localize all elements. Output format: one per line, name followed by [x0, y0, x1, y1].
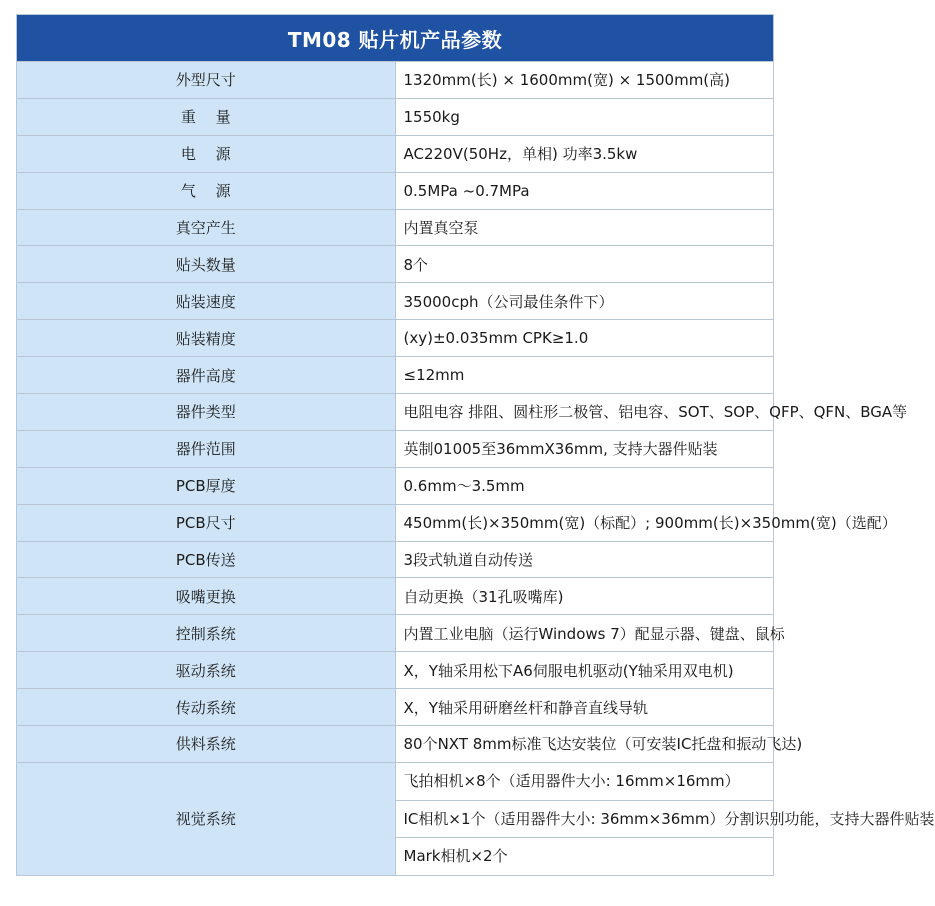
table-row [17, 172, 774, 209]
row-value: 1320mm(长) × 1600mm(宽) × 1500mm(高) [395, 62, 774, 99]
vision-line: 飞拍相机×8个（适用器件大小: 16mm×16mm） [403, 771, 740, 790]
row-label: PCB尺寸 [17, 504, 396, 541]
table-title: TM08 贴片机产品参数 [17, 15, 774, 62]
row-label: 驱动系统 [17, 652, 396, 689]
row-label: 贴头数量 [17, 246, 396, 283]
table-row [17, 357, 774, 394]
row-value: 450mm(长)×350mm(宽)（标配）; 900mm(长)×350mm(宽)（选配） [395, 504, 774, 541]
table-row [17, 98, 774, 135]
row-label: 器件高度 [17, 357, 396, 394]
row-label: 重 量 [17, 98, 396, 135]
table-row [17, 652, 774, 689]
table-row [17, 615, 774, 652]
table-row [17, 246, 774, 283]
table-row [17, 726, 774, 763]
row-label: 吸嘴更换 [17, 578, 396, 615]
row-value-vision [395, 762, 935, 875]
table-row [17, 541, 774, 578]
row-label-vision: 视觉系统 [17, 762, 396, 875]
table-row [17, 578, 774, 615]
row-label: 贴装速度 [17, 283, 396, 320]
table-row [17, 209, 774, 246]
table-row [17, 430, 774, 467]
row-label: 传动系统 [17, 689, 396, 726]
row-value: 自动更换（31孔吸嘴库) [395, 578, 774, 615]
row-value: X，Y轴采用研磨丝杆和静音直线导轨 [395, 689, 774, 726]
row-label: 气 源 [17, 172, 396, 209]
row-value: 8个 [395, 246, 774, 283]
table-row [17, 394, 774, 431]
row-value: 电阻电容 排阻、圆柱形二极管、铝电容、SOT、SOP、QFP、QFN、BGA等 [395, 394, 774, 431]
table-row [17, 320, 774, 357]
row-label: 器件范围 [17, 430, 396, 467]
row-value: 35000cph（公司最佳条件下） [395, 283, 774, 320]
row-label: 控制系统 [17, 615, 396, 652]
table-row [17, 467, 774, 504]
table-row [17, 283, 774, 320]
table-row [17, 62, 774, 99]
row-value: 英制01005至36mmX36mm, 支持大器件贴装 [395, 430, 774, 467]
row-value: 内置真空泵 [395, 209, 774, 246]
spec-table [16, 14, 935, 876]
row-label: 供料系统 [17, 726, 396, 763]
table-row [17, 135, 774, 172]
table-row [17, 689, 774, 726]
row-label: 真空产生 [17, 209, 396, 246]
table-row [17, 504, 774, 541]
row-value: X，Y轴采用松下A6伺服电机驱动(Y轴采用双电机) [395, 652, 774, 689]
row-label: PCB传送 [17, 541, 396, 578]
row-value: 0.5MPa ~0.7MPa [395, 172, 774, 209]
row-label: 器件类型 [17, 394, 396, 431]
row-label: 电 源 [17, 135, 396, 172]
vision-row [17, 762, 774, 875]
row-value: 0.6mm～3.5mm [395, 467, 774, 504]
row-value: (xy)±0.035mm CPK≥1.0 [395, 320, 774, 357]
row-value: 1550kg [395, 98, 774, 135]
row-label: PCB厚度 [17, 467, 396, 504]
row-value: 80个NXT 8mm标准飞达安装位（可安装IC托盘和振动飞达) [395, 726, 774, 763]
row-value: AC220V(50Hz，单相) 功率3.5kw [395, 135, 774, 172]
vision-line: Mark相机×2个 [396, 837, 774, 875]
vision-line: IC相机×1个（适用器件大小: 36mm×36mm）分割识别功能，支持大器件贴装 [396, 800, 774, 838]
row-label: 贴装精度 [17, 320, 396, 357]
row-label: 外型尺寸 [17, 62, 396, 99]
title-row [17, 15, 774, 62]
row-value: 内置工业电脑（运行Windows 7）配显示器、键盘、鼠标 [395, 615, 774, 652]
row-value: 3段式轨道自动传送 [395, 541, 774, 578]
row-value: ≤12mm [395, 357, 774, 394]
